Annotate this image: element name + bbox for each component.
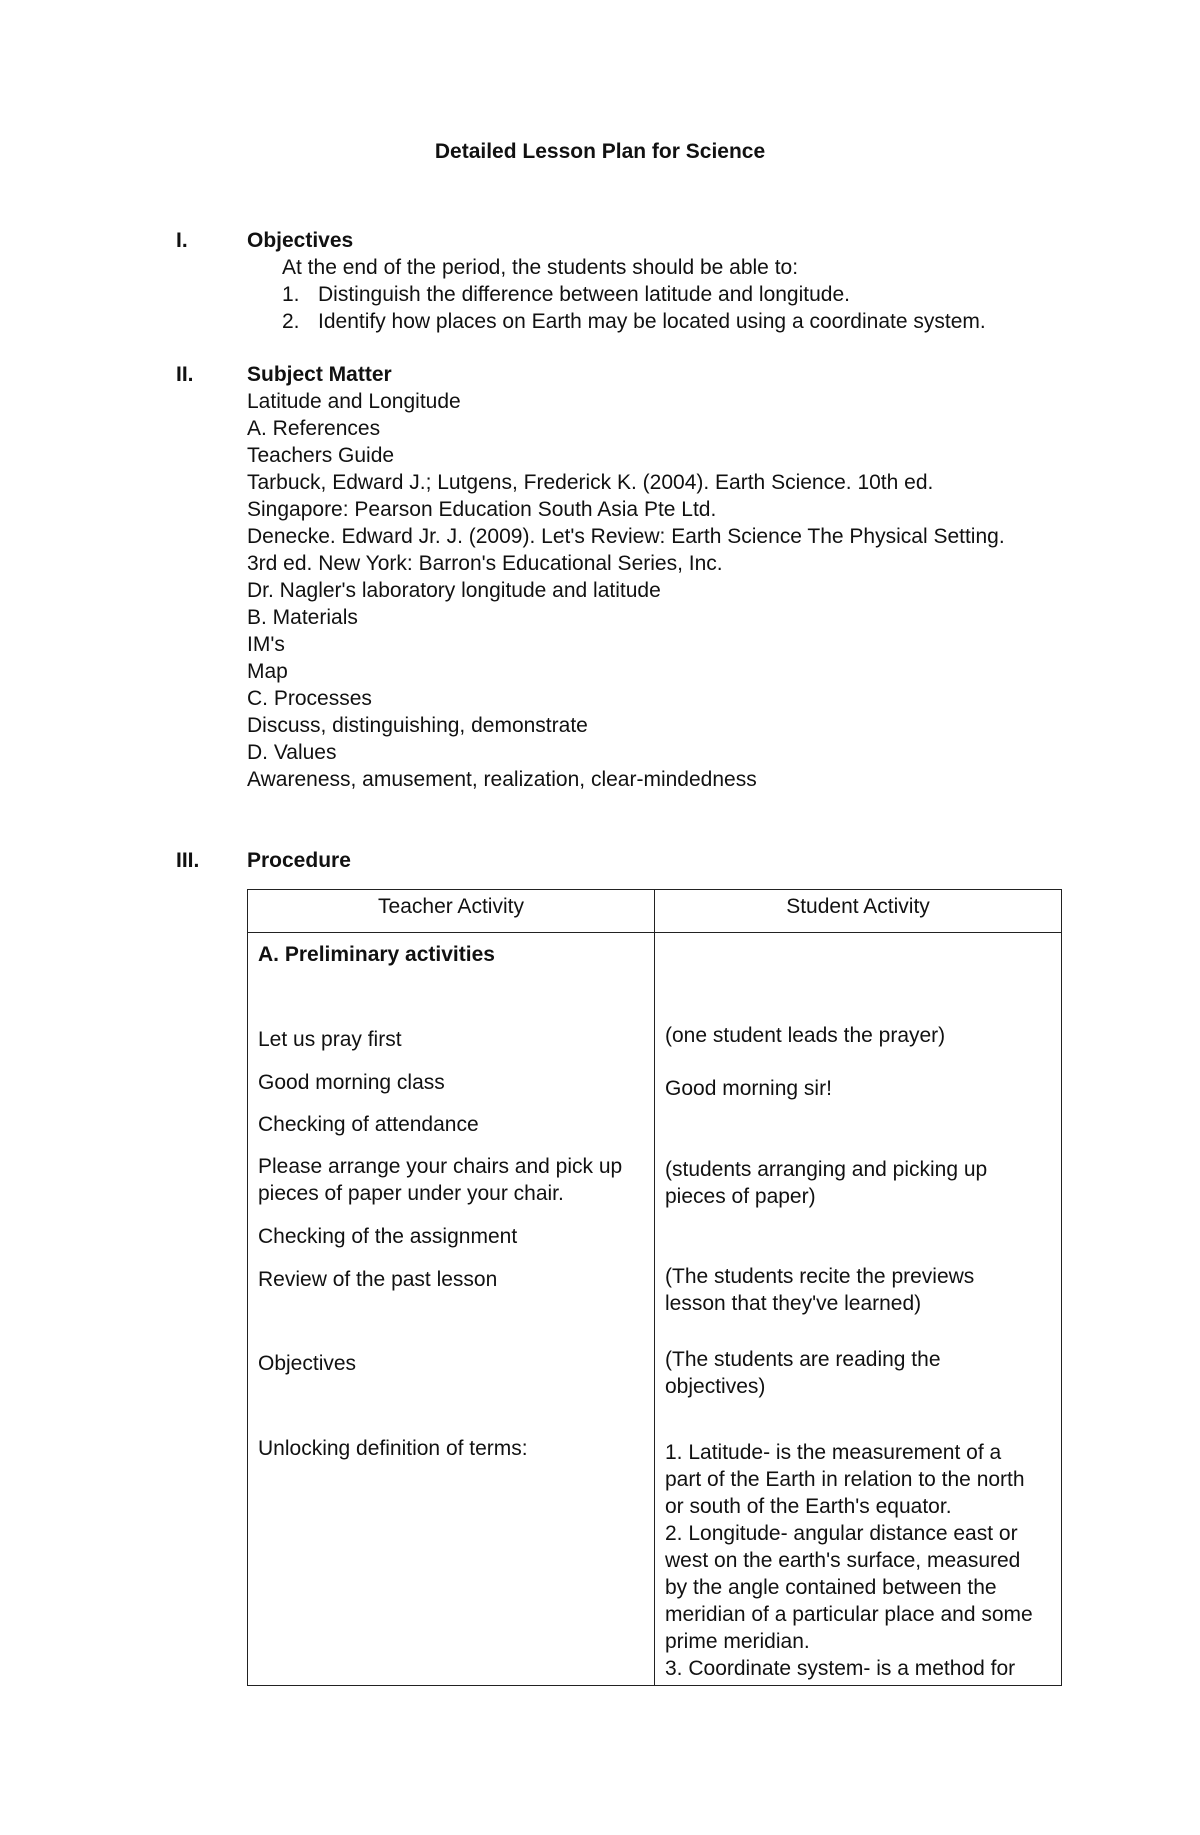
column-header-student: Student Activity <box>655 890 1062 933</box>
objective-number: 1. <box>282 283 300 306</box>
student-activity: objectives) <box>665 1375 766 1398</box>
subject-line: IM's <box>247 633 285 656</box>
student-activity: lesson that they've learned) <box>665 1292 922 1315</box>
subject-line: Denecke. Edward Jr. J. (2009). Let's Review: Earth Science The Physical Setting. <box>247 525 1005 548</box>
subject-line: Dr. Nagler's laboratory longitude and latitude <box>247 579 661 602</box>
column-header-teacher: Teacher Activity <box>248 890 655 933</box>
objectives-intro: At the end of the period, the students should be able to: <box>282 256 799 279</box>
procedure-table <box>247 889 1062 1686</box>
section-heading-procedure: Procedure <box>247 849 351 872</box>
student-activity: (The students recite the previews <box>665 1265 975 1288</box>
teacher-activity: Review of the past lesson <box>258 1268 498 1291</box>
subject-line: Teachers Guide <box>247 444 395 467</box>
section-numeral-procedure: III. <box>176 849 200 872</box>
teacher-activity: Please arrange your chairs and pick up <box>258 1155 623 1178</box>
teacher-activity: Let us pray first <box>258 1028 402 1051</box>
definition-line: part of the Earth in relation to the north <box>665 1468 1025 1491</box>
teacher-activity-cell <box>248 933 655 1686</box>
student-activity: Good morning sir! <box>665 1077 832 1100</box>
table-row <box>248 933 1062 1686</box>
definition-line: 3. Coordinate system- is a method for <box>665 1657 1016 1680</box>
definition-line: 1. Latitude- is the measurement of a <box>665 1441 1002 1464</box>
subject-line: Discuss, distinguishing, demonstrate <box>247 714 588 737</box>
subject-line: 3rd ed. New York: Barron's Educational Series, Inc. <box>247 552 723 575</box>
student-activity: (students arranging and picking up <box>665 1158 988 1181</box>
table-header-row <box>248 890 1062 933</box>
page-title: Detailed Lesson Plan for Science <box>434 140 766 163</box>
section-heading-subject-matter: Subject Matter <box>247 363 392 386</box>
student-activity: (The students are reading the <box>665 1348 941 1371</box>
subject-line: Map <box>247 660 288 683</box>
subject-line: B. Materials <box>247 606 358 629</box>
preliminary-activities-heading: A. Preliminary activities <box>258 943 495 966</box>
subject-line: Latitude and Longitude <box>247 390 461 413</box>
section-numeral-subject-matter: II. <box>176 363 194 386</box>
objective-item: Distinguish the difference between latitude and longitude. <box>318 283 850 306</box>
definition-line: by the angle contained between the <box>665 1576 997 1599</box>
definition-line: or south of the Earth's equator. <box>665 1495 952 1518</box>
teacher-activity: Checking of attendance <box>258 1113 479 1136</box>
subject-line: Singapore: Pearson Education South Asia Pte Ltd. <box>247 498 717 521</box>
subject-line: D. Values <box>247 741 337 764</box>
student-activity: pieces of paper) <box>665 1185 816 1208</box>
definition-line: prime meridian. <box>665 1630 810 1653</box>
subject-line: C. Processes <box>247 687 372 710</box>
teacher-activity: Good morning class <box>258 1071 445 1094</box>
definition-line: west on the earth's surface, measured <box>665 1549 1021 1572</box>
subject-line: Tarbuck, Edward J.; Lutgens, Frederick K. (2004). Earth Science. 10th ed. <box>247 471 934 494</box>
student-activity: (one student leads the prayer) <box>665 1024 946 1047</box>
teacher-activity: pieces of paper under your chair. <box>258 1182 564 1205</box>
teacher-activity: Checking of the assignment <box>258 1225 518 1248</box>
objective-number: 2. <box>282 310 300 333</box>
subject-line: Awareness, amusement, realization, clear-mindedness <box>247 768 757 791</box>
section-numeral-objectives: I. <box>176 229 188 252</box>
definition-line: meridian of a particular place and some <box>665 1603 1033 1626</box>
student-activity-cell <box>655 933 1062 1686</box>
subject-line: A. References <box>247 417 381 440</box>
section-heading-objectives: Objectives <box>247 229 354 252</box>
teacher-activity: Unlocking definition of terms: <box>258 1437 528 1460</box>
objective-item: Identify how places on Earth may be located using a coordinate system. <box>318 310 986 333</box>
teacher-activity: Objectives <box>258 1352 357 1375</box>
definition-line: 2. Longitude- angular distance east or <box>665 1522 1018 1545</box>
